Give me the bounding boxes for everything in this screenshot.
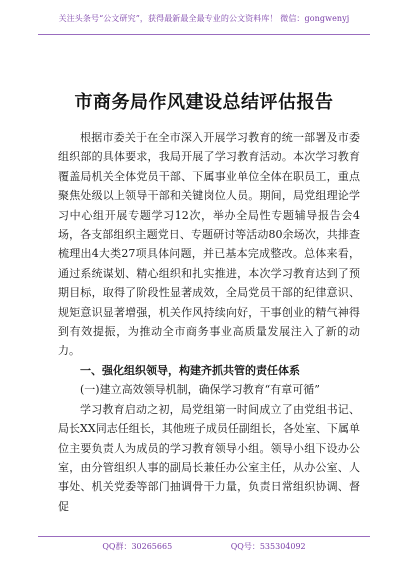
footer-divider	[38, 536, 370, 537]
document-title: 市商务局作风建设总结评估报告	[74, 92, 334, 114]
document-body	[58, 128, 360, 516]
subsection-heading-1: (一)建立高效领导机制，确保学习教育“有章可循”	[80, 383, 320, 397]
subsection-paragraph-1: 学习教育启动之初，局党组第一时间成立了由党组书记、局长XX同志任组长，其他班子成员任副组长，各处室、下属单位主要负责人为成员的学习教育领导小组。领导小组下设办公室，由分管组织人事的副局长兼任办公室主任，从办公室、人事处、机关党委等部门抽调骨干力量，负责日常组织协调、督促	[58, 402, 360, 513]
footer-qq-group: QQ群：30265665	[102, 542, 173, 551]
intro-paragraph: 根据市委关于在全市深入开展学习教育的统一部署及市委组织部的具体要求，我局开展了学习教育活动。本次学习教育覆盖局机关全体党员干部、下属事业单位全体在职员工，重点聚焦处级以上领导干部和关键岗位人员。期间，局党组理论学习中心组开展专题学习12次，举办全局性专题辅导报告会4场，各支部组织主题党日、专题研讨等活动80余场次，共排查梳理出4大类27项具体问题，并已基本完成整改。总体来看，通过系统谋划、精心组织和扎实推进，本次学习教育达到了预期目标，取得了阶段性显著成效，全局党员干部的纪律意识、规矩意识显著增强，机关作风持续向好，干事创业的精气神得到有效提振，为推动全市商务事业高质量发展注入了新的动力。	[58, 131, 360, 358]
footer	[0, 541, 408, 552]
section-heading-1: 一、强化组织领导，构建齐抓共管的责任体系	[80, 363, 300, 377]
header-banner: 关注头条号“公文研究”，获得最新最全最专业的公文资料库！ 微信：gongwenyj	[58, 14, 350, 23]
header-divider	[38, 34, 370, 35]
footer-qq-number: QQ号：535304092	[230, 542, 306, 551]
